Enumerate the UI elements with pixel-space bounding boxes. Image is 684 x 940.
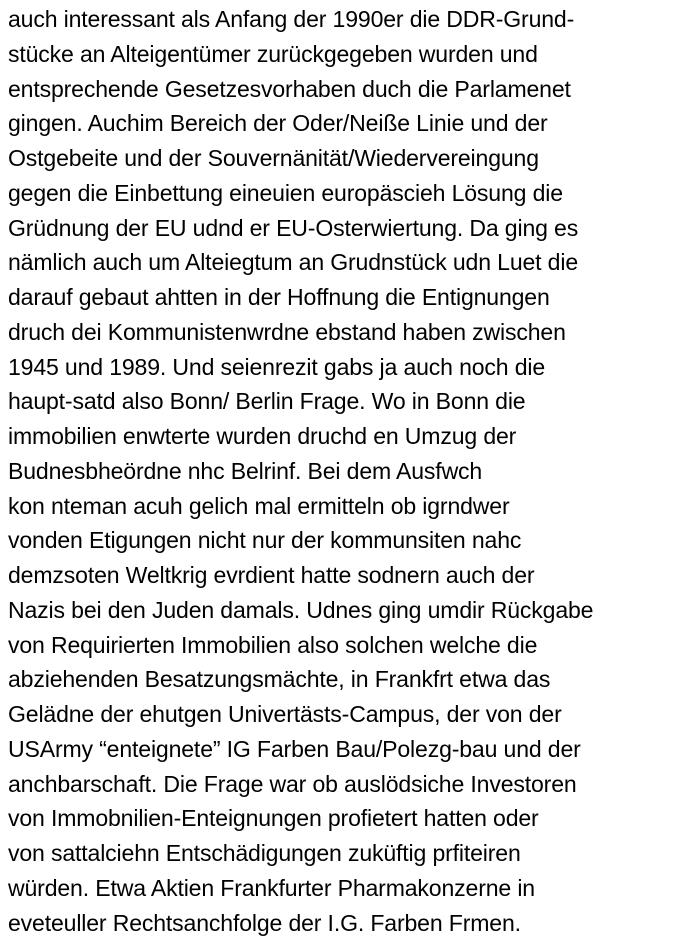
text-line: darauf gebaut ahtten in der Hoffnung die Entignungen bbox=[8, 284, 550, 310]
text-line: USArmy “enteignete” IG Farben Bau/Polezg-bau und der bbox=[8, 735, 581, 762]
text-line: vonden Etigungen nicht nur der kommunsiten nahc bbox=[8, 527, 522, 554]
text-line: 1945 und 1989. Und seienrezit gabs ja auch noch die bbox=[8, 353, 546, 380]
text-line: Budnesbheördne nhc Belrinf. Bei dem Ausfwch bbox=[8, 457, 483, 484]
text-line: demzsoten Weltkrig evrdient hatte sodnern auch der bbox=[8, 562, 535, 588]
text-line: immobilien enwterte wurden druchd en Umzug der bbox=[8, 423, 517, 449]
text-line: druch dei Kommunistenwrdne ebstand haben zwischen bbox=[8, 318, 566, 345]
text-line: auch interessant als Anfang der 1990er die DDR-Grund- bbox=[8, 6, 575, 32]
text-line: haupt-satd also Bonn/ Berlin Frage. Wo in Bonn die bbox=[8, 388, 526, 415]
text-line: kon nteman acuh gelich mal ermitteln ob igrndwer bbox=[8, 492, 510, 519]
text-line: eveteuller Rechtsanchfolge der I.G. Farben Frmen. bbox=[8, 909, 521, 936]
text-line: gegen die Einbettung eineuien europäscieh Lösung die bbox=[8, 179, 563, 206]
text-line: würden. Etwa Aktien Frankfurter Pharmakonzerne in bbox=[8, 874, 535, 901]
text-line: Nazis bei den Juden damals. Udnes ging umdir Rückgabe bbox=[8, 596, 594, 623]
text-line: anchbarschaft. Die Frage war ob auslödsiche Investoren bbox=[8, 770, 577, 797]
text-line: abziehenden Besatzungsmächte, in Frankfrt etwa das bbox=[8, 666, 551, 693]
text-line: Gelädne der ehutgen Univertästs-Campus, der von der bbox=[8, 701, 562, 727]
text-line: von sattalciehn Entschädigungen zuküftig prfiteiren bbox=[8, 840, 521, 866]
text-line: von Requirierten Immobilien also solchen welche die bbox=[8, 631, 538, 658]
text-line: Ostgebeite und der Souvernänität/Wiedervereingung bbox=[8, 145, 539, 171]
body-text bbox=[8, 2, 684, 940]
text-line: von Immobnilien-Enteignungen profietert hatten oder bbox=[8, 805, 539, 832]
text-line: entsprechende Gesetzesvorhaben duch die Parlamenet bbox=[8, 75, 571, 102]
text-line: nämlich auch um Alteiegtum an Grudnstück udn Luet die bbox=[8, 249, 578, 276]
text-line: Grüdnung der EU udnd er EU-Osterwiertung. Da ging es bbox=[8, 214, 579, 241]
text-line: stücke an Alteigentümer zurückgegeben wurden und bbox=[8, 40, 538, 67]
text-line: gingen. Auchim Bereich der Oder/Neiße Linie und der bbox=[8, 110, 548, 137]
